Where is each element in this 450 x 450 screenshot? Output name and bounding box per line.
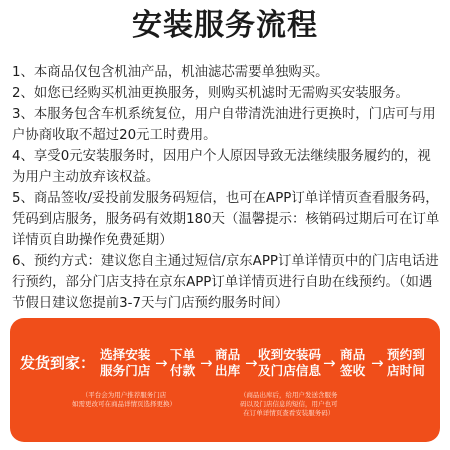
flow-step-line: 付款 (170, 363, 196, 378)
flow-note-line: （平台会为用户推荐服务门店 (81, 391, 167, 399)
arrow-right-icon: → (155, 354, 168, 372)
arrow-right-icon: → (200, 354, 213, 372)
page-title: 安装服务流程 (132, 8, 318, 43)
flow-step-line: 收到安装码 (258, 347, 321, 362)
flow-step-line: 及门店信息 (258, 363, 321, 378)
rule-item: 5、商品签收/妥投前发服务码短信，也可在APP订单详情页查看服务码，凭码到店服务，服务码有效期180天（温馨提示：核销码过期后可在订单详情页自助操作免费延期） (12, 191, 440, 248)
flow-step-pay (170, 347, 195, 379)
flow-note-line: 如需更改可在商品详情页选择更换） (72, 400, 176, 408)
arrow-right-icon: → (371, 354, 384, 372)
flow-note-store (72, 391, 176, 409)
flow-step-receive-code (258, 347, 321, 379)
flow-step-line: 出库 (215, 363, 241, 378)
rule-item: 3、本服务包含车机系统复位，用户自带清洗油进行更换时，门店可与用户协商收取不超过20元工时费用。 (12, 107, 436, 143)
rule-item: 6、预约方式：建议您自主通过短信/京东APP订单详情页中的门店电话进行预约，部分门店支持在京东APP订单详情页进行自助在线预约。（如遇节假日建议您提前3-7天与门店预约服务时间） (12, 254, 439, 311)
flow-step-line: 下单 (170, 347, 196, 362)
flow-step-line: 签收 (340, 363, 366, 378)
rule-item: 2、如您已经购买机油更换服务，则购买机滤时无需购买安装服务。 (12, 86, 409, 101)
flow-step-select-store (100, 347, 150, 379)
arrow-right-icon: → (323, 354, 336, 372)
flow-step-line: 店时间 (387, 363, 425, 378)
flow-lead: 发货到家： (20, 354, 96, 372)
flow-step-line: 选择安装 (100, 347, 151, 362)
flow-note-line: 码以及门店信息的短信，用户也可 (240, 400, 338, 408)
flow-panel (10, 318, 440, 442)
flow-note-line: 在订单详情页查看安装服务码） (243, 409, 335, 417)
flow-step-ship (215, 347, 240, 379)
flow-note-ship (240, 391, 338, 418)
flow-step-line: 服务门店 (100, 363, 151, 378)
flow-step-book-time (387, 347, 425, 379)
flow-step-line: 预约到 (387, 347, 425, 362)
flow-step-sign (340, 347, 365, 379)
flow-step-line: 商品 (215, 347, 241, 362)
flow-note-line: （商品出库后，给用户发送含服务 (240, 391, 338, 399)
rule-item: 1、本商品仅包含机油产品，机油滤芯需要单独购买。 (12, 65, 329, 80)
arrow-right-icon: → (245, 354, 258, 372)
flow-step-line: 商品 (340, 347, 366, 362)
rule-item: 4、享受0元安装服务时，因用户个人原因导致无法继续服务履约的，视为用户主动放弃该权益。 (12, 149, 431, 185)
rules-list (12, 62, 442, 314)
